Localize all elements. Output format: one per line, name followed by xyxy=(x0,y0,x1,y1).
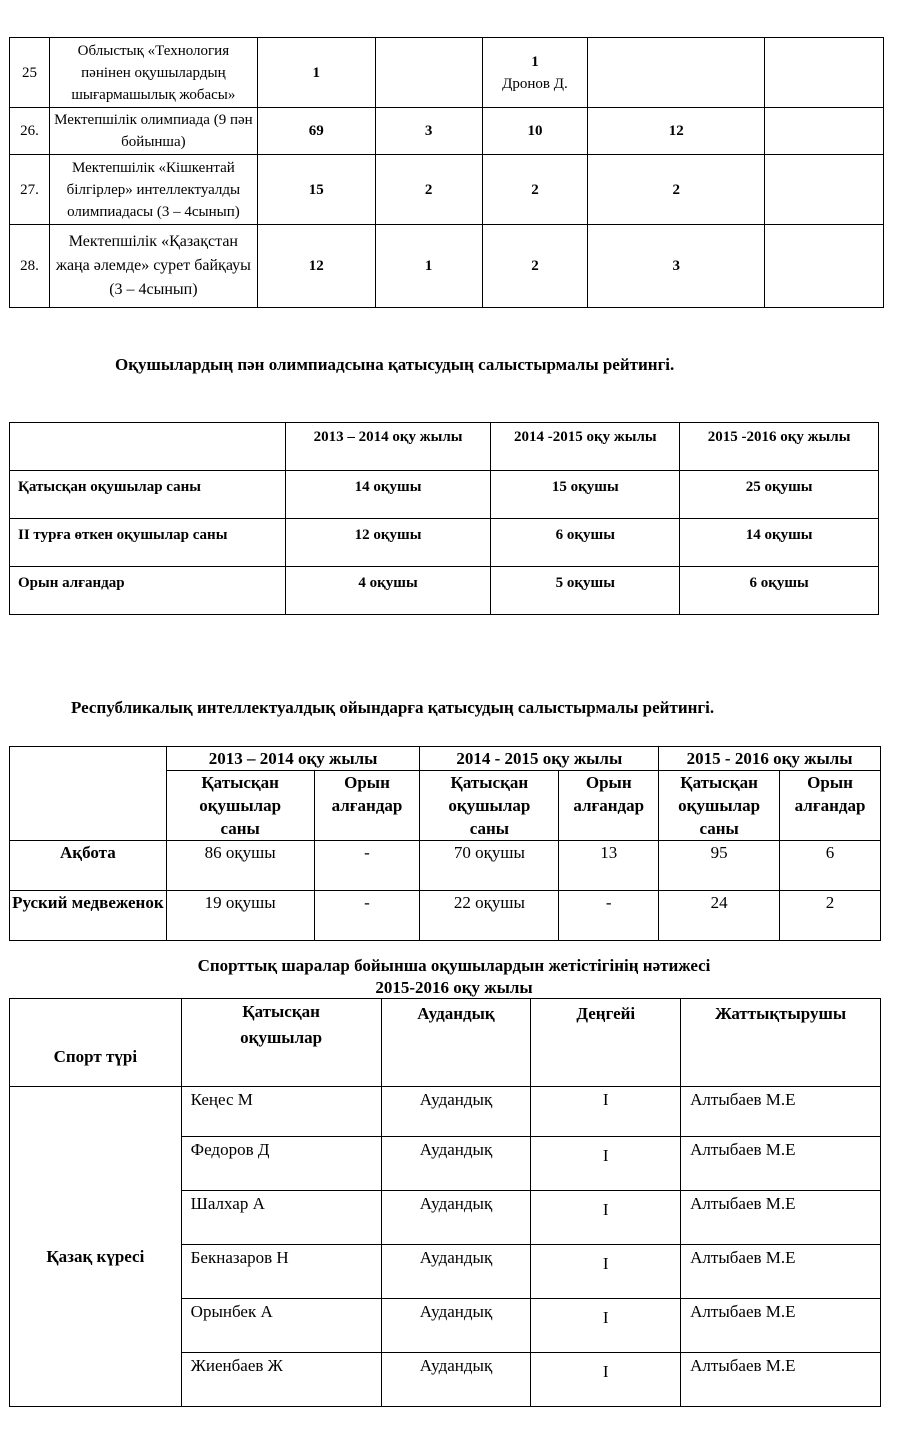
header-cell: 2015 -2016 оқу жылы xyxy=(680,423,879,471)
header-cell xyxy=(10,423,286,471)
row-number: 25 xyxy=(10,38,50,108)
cell-value xyxy=(588,38,765,108)
row-label: Ақбота xyxy=(10,841,167,891)
sports-results-heading-line1: Спорттық шаралар бойынша оқушылардын жетістігінің нәтижесі xyxy=(197,956,711,975)
cell-value: 1 xyxy=(257,38,375,108)
cell-value: 6 xyxy=(780,841,881,891)
cell-value: 2 xyxy=(588,155,765,225)
student-name: Бекназаров Н xyxy=(181,1245,381,1299)
level: Аудандық xyxy=(381,1299,531,1353)
level: Аудандық xyxy=(381,1087,531,1137)
table-header-row xyxy=(10,747,881,771)
table-row xyxy=(10,108,884,155)
grade: I xyxy=(531,1299,681,1353)
sub-header-places: Орын алғандар xyxy=(314,771,420,841)
cell-value: 15 xyxy=(257,155,375,225)
header-sport: Спорт түрі xyxy=(10,999,182,1087)
coach: Алтыбаев М.Е xyxy=(681,1353,881,1407)
grade: I xyxy=(531,1087,681,1137)
header-cell-empty xyxy=(10,747,167,841)
student-name: Кеңес М xyxy=(181,1087,381,1137)
student-name: Жиенбаев Ж xyxy=(181,1353,381,1407)
year-header: 2014 - 2015 оқу жылы xyxy=(420,747,659,771)
event-name: Мектепшілік олимпиада (9 пән бойынша) xyxy=(49,108,257,155)
competition-results-table xyxy=(9,37,884,308)
student-name: Федоров Д xyxy=(181,1137,381,1191)
cell-value: 3 xyxy=(375,108,482,155)
sports-results-table xyxy=(9,998,881,1407)
cell-value: - xyxy=(559,891,659,941)
level: Аудандық xyxy=(381,1191,531,1245)
cell-value: 4 оқушы xyxy=(285,567,491,615)
cell-value: 14 оқушы xyxy=(680,519,879,567)
sports-results-heading-line2: 2015-2016 оқу жылы xyxy=(375,978,533,997)
cell-value xyxy=(375,38,482,108)
cell-value: 22 оқушы xyxy=(420,891,559,941)
grade: I xyxy=(531,1191,681,1245)
cell-value: 2 xyxy=(482,225,588,308)
table-row xyxy=(10,225,884,308)
cell-value: 19 оқушы xyxy=(166,891,314,941)
row-label: Руский медвеженок xyxy=(10,891,167,941)
level: Аудандық xyxy=(381,1137,531,1191)
level: Аудандық xyxy=(381,1245,531,1299)
row-label: Орын алғандар xyxy=(10,567,286,615)
cell-value: 2 xyxy=(375,155,482,225)
cell-value: 14 оқушы xyxy=(285,471,491,519)
header-students: Қатысқан оқушылар xyxy=(181,999,381,1087)
cell-value: 10 xyxy=(482,108,588,155)
cell-value: 12 xyxy=(588,108,765,155)
table-row xyxy=(10,841,881,891)
cell-value xyxy=(765,155,884,225)
cell-value: 86 оқушы xyxy=(166,841,314,891)
cell-value: 1 xyxy=(375,225,482,308)
table-row xyxy=(10,471,879,519)
cell-value-number: 1 xyxy=(531,53,539,70)
table-header-row xyxy=(10,423,879,471)
cell-value: 24 xyxy=(659,891,780,941)
cell-value: 5 оқушы xyxy=(491,567,680,615)
olympiad-rating-table xyxy=(9,422,879,615)
cell-value: 15 оқушы xyxy=(491,471,680,519)
table-row xyxy=(10,1087,881,1137)
table-row xyxy=(10,38,884,108)
cell-value: 6 оқушы xyxy=(680,567,879,615)
sports-results-heading xyxy=(0,955,908,999)
cell-value xyxy=(765,108,884,155)
year-header: 2015 - 2016 оқу жылы xyxy=(659,747,881,771)
event-name: Мектепшілік «Қазақстан жаңа әлемде» сурет байқауы (3 – 4сынып) xyxy=(49,225,257,308)
year-header: 2013 – 2014 оқу жылы xyxy=(166,747,420,771)
cell-value: 2 xyxy=(780,891,881,941)
coach: Алтыбаев М.Е xyxy=(681,1191,881,1245)
event-name: Мектепшілік «Кішкентай білгірлер» интеллектуалды олимпиадасы (3 – 4сынып) xyxy=(49,155,257,225)
coach: Алтыбаев М.Е xyxy=(681,1245,881,1299)
sub-header-places: Орын алғандар xyxy=(559,771,659,841)
row-label: II турға өткен оқушылар саны xyxy=(10,519,286,567)
grade: I xyxy=(531,1353,681,1407)
grade: I xyxy=(531,1245,681,1299)
event-name: Облыстық «Технология пәнінен оқушылардың шығармашылық жобасы» xyxy=(49,38,257,108)
intellectual-games-heading: Республикалық интеллектуалдық ойындарға қатысудың салыстырмалы рейтингі. xyxy=(71,698,715,717)
table-row xyxy=(10,155,884,225)
sub-header-participants: Қатысқан оқушылар саны xyxy=(166,771,314,841)
row-number: 26. xyxy=(10,108,50,155)
cell-value: - xyxy=(314,841,420,891)
olympiad-rating-heading: Оқушылардың пән олимпиадсына қатысудың салыстырмалы рейтингі. xyxy=(115,355,675,374)
cell-value: 6 оқушы xyxy=(491,519,680,567)
row-label: Қатысқан оқушылар саны xyxy=(10,471,286,519)
sub-header-participants: Қатысқан оқушылар саны xyxy=(659,771,780,841)
cell-value: 13 xyxy=(559,841,659,891)
cell-value: - xyxy=(314,891,420,941)
header-cell: 2014 -2015 оқу жылы xyxy=(491,423,680,471)
cell-value-name: Дронов Д. xyxy=(502,75,568,92)
cell-value xyxy=(482,38,588,108)
cell-value: 69 xyxy=(257,108,375,155)
intellectual-games-table xyxy=(9,746,881,941)
level: Аудандық xyxy=(381,1353,531,1407)
coach: Алтыбаев М.Е xyxy=(681,1299,881,1353)
cell-value: 12 оқушы xyxy=(285,519,491,567)
cell-value: 3 xyxy=(588,225,765,308)
table-row xyxy=(10,891,881,941)
sub-header-participants: Қатысқан оқушылар саны xyxy=(420,771,559,841)
coach: Алтыбаев М.Е xyxy=(681,1087,881,1137)
header-level: Аудандық xyxy=(381,999,531,1087)
cell-value: 2 xyxy=(482,155,588,225)
coach: Алтыбаев М.Е xyxy=(681,1137,881,1191)
sub-header-places: Орын алғандар xyxy=(780,771,881,841)
cell-value: 95 xyxy=(659,841,780,891)
table-row xyxy=(10,567,879,615)
table-row xyxy=(10,519,879,567)
header-grade: Деңгейі xyxy=(531,999,681,1087)
student-name: Орынбек А xyxy=(181,1299,381,1353)
header-cell: 2013 – 2014 оқу жылы xyxy=(285,423,491,471)
grade: I xyxy=(531,1137,681,1191)
cell-value xyxy=(765,38,884,108)
cell-value xyxy=(765,225,884,308)
header-coach: Жаттықтырушы xyxy=(681,999,881,1087)
cell-value: 12 xyxy=(257,225,375,308)
table-header-row xyxy=(10,999,881,1087)
row-number: 27. xyxy=(10,155,50,225)
student-name: Шалхар А xyxy=(181,1191,381,1245)
sport-type: Қазақ күресі xyxy=(10,1087,182,1407)
cell-value: 25 оқушы xyxy=(680,471,879,519)
cell-value: 70 оқушы xyxy=(420,841,559,891)
row-number: 28. xyxy=(10,225,50,308)
